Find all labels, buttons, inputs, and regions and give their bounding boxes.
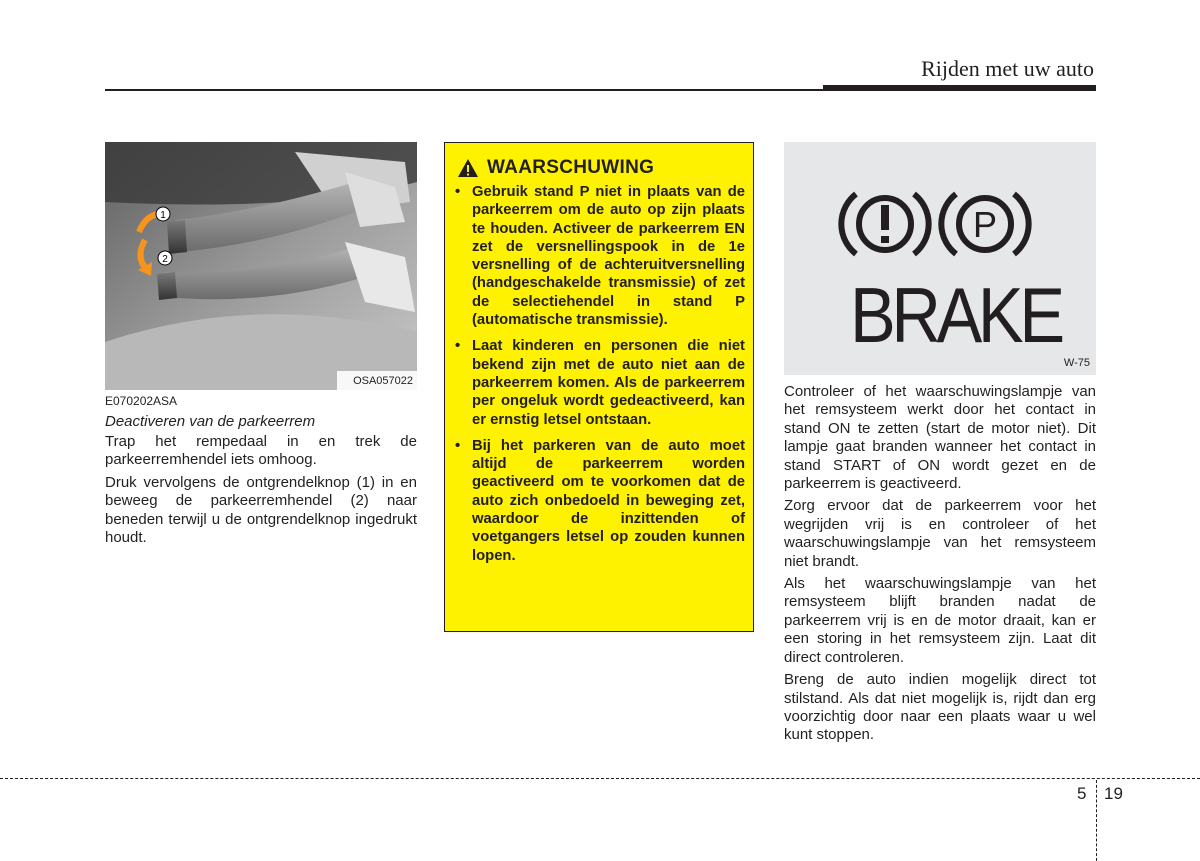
left-paragraph: Druk vervolgens de ontgrendelknop (1) in en beweeg de parkeerremhendel (2) naar beneden terwijl u de ontgrendelknop ingedrukt houdt. xyxy=(105,473,417,547)
callout-1-label: 1 xyxy=(160,210,166,221)
page-header-title: Rijden met uw auto xyxy=(921,56,1094,81)
footer-rule xyxy=(0,778,1200,779)
parking-p-letter: P xyxy=(972,204,998,245)
warning-box xyxy=(444,142,754,632)
bullet: • xyxy=(455,184,461,200)
right-paragraph: Controleer of het waarschuwingslampje van het remsysteem werkt door het contact in stand ON te zetten (start de motor niet). Dit lampje gaat branden wanneer het contact in stand START of ON wordt gezet en de parkeerrem is geactiveerd. xyxy=(784,383,1096,493)
warning-item xyxy=(455,337,745,428)
left-paragraph: Trap het rempedaal in en trek de parkeerremhendel iets omhoog. xyxy=(105,433,417,469)
brake-word: BRAKE xyxy=(850,271,1061,359)
section-subheading: Deactiveren van de parkeerrem xyxy=(105,413,316,430)
warning-item xyxy=(455,437,745,565)
footer-divider xyxy=(1096,780,1097,861)
left-body-text xyxy=(105,433,417,551)
chapter-number: 5 xyxy=(1077,784,1087,803)
right-paragraph: Zorg ervoor dat de parkeerrem voor het wegrijden vrij is en controleer of het waarschuwingslampje van het remsysteem niet brandt. xyxy=(784,497,1096,570)
callout-2-label: 2 xyxy=(162,254,168,265)
page-number: 19 xyxy=(1104,784,1123,803)
photo-code: OSA057022 xyxy=(353,375,413,387)
warning-item xyxy=(455,183,745,329)
warning-title: WAARSCHUWING xyxy=(487,157,655,178)
right-paragraph: Als het waarschuwingslampje van het remsysteem blijft branden nadat de parkeerrem vrij is en de motor draait, kan er een storing in het remsysteem zijn. Laat dit direct controleren. xyxy=(784,575,1096,666)
warning-item-text: Bij het parkeren van de auto moet altijd de parkeerrem worden geactiveerd om te voorkomen dat de auto zich onbedoeld in beweging zet, waardoor de inzittenden of voetgangers letsel op zouden kunnen lopen. xyxy=(472,437,745,564)
warning-triangle-icon xyxy=(457,158,479,178)
section-ref-code: E070202ASA xyxy=(105,394,178,408)
warning-header xyxy=(457,157,654,179)
figure-code: W-75 xyxy=(1063,357,1090,369)
warning-list xyxy=(455,183,745,573)
brake-warning-light-figure xyxy=(784,142,1096,375)
parking-brake-photo xyxy=(105,142,417,390)
parking-brake-illustration xyxy=(105,142,417,390)
bullet: • xyxy=(455,437,461,454)
right-paragraph: Breng de auto indien mogelijk direct tot stilstand. Als dat niet mogelijk is, rijdt dan erg voorzichtig door naar een plaats waar u wel kunt stoppen. xyxy=(784,671,1096,744)
warning-item-text: Laat kinderen en personen die niet bekend zijn met de auto niet aan de parkeerrem komen. Als de parkeerrem per ongeluk wordt gedeactiveerd, kan er ernstig letsel ontstaan. xyxy=(472,338,745,428)
bullet: • xyxy=(455,338,461,355)
right-body-text xyxy=(784,383,1096,749)
header-rule-accent xyxy=(823,85,1096,91)
warning-item-text: Gebruik stand P niet in plaats van de parkeerrem om de auto op zijn plaats te houden. Activeer de parkeerrem EN zet de versnellingspook in de 1e versnelling of de achteruitversnelling (handgeschakelde transmissie) of zet de selectiehendel in stand P (automatische transmissie). xyxy=(472,184,745,329)
